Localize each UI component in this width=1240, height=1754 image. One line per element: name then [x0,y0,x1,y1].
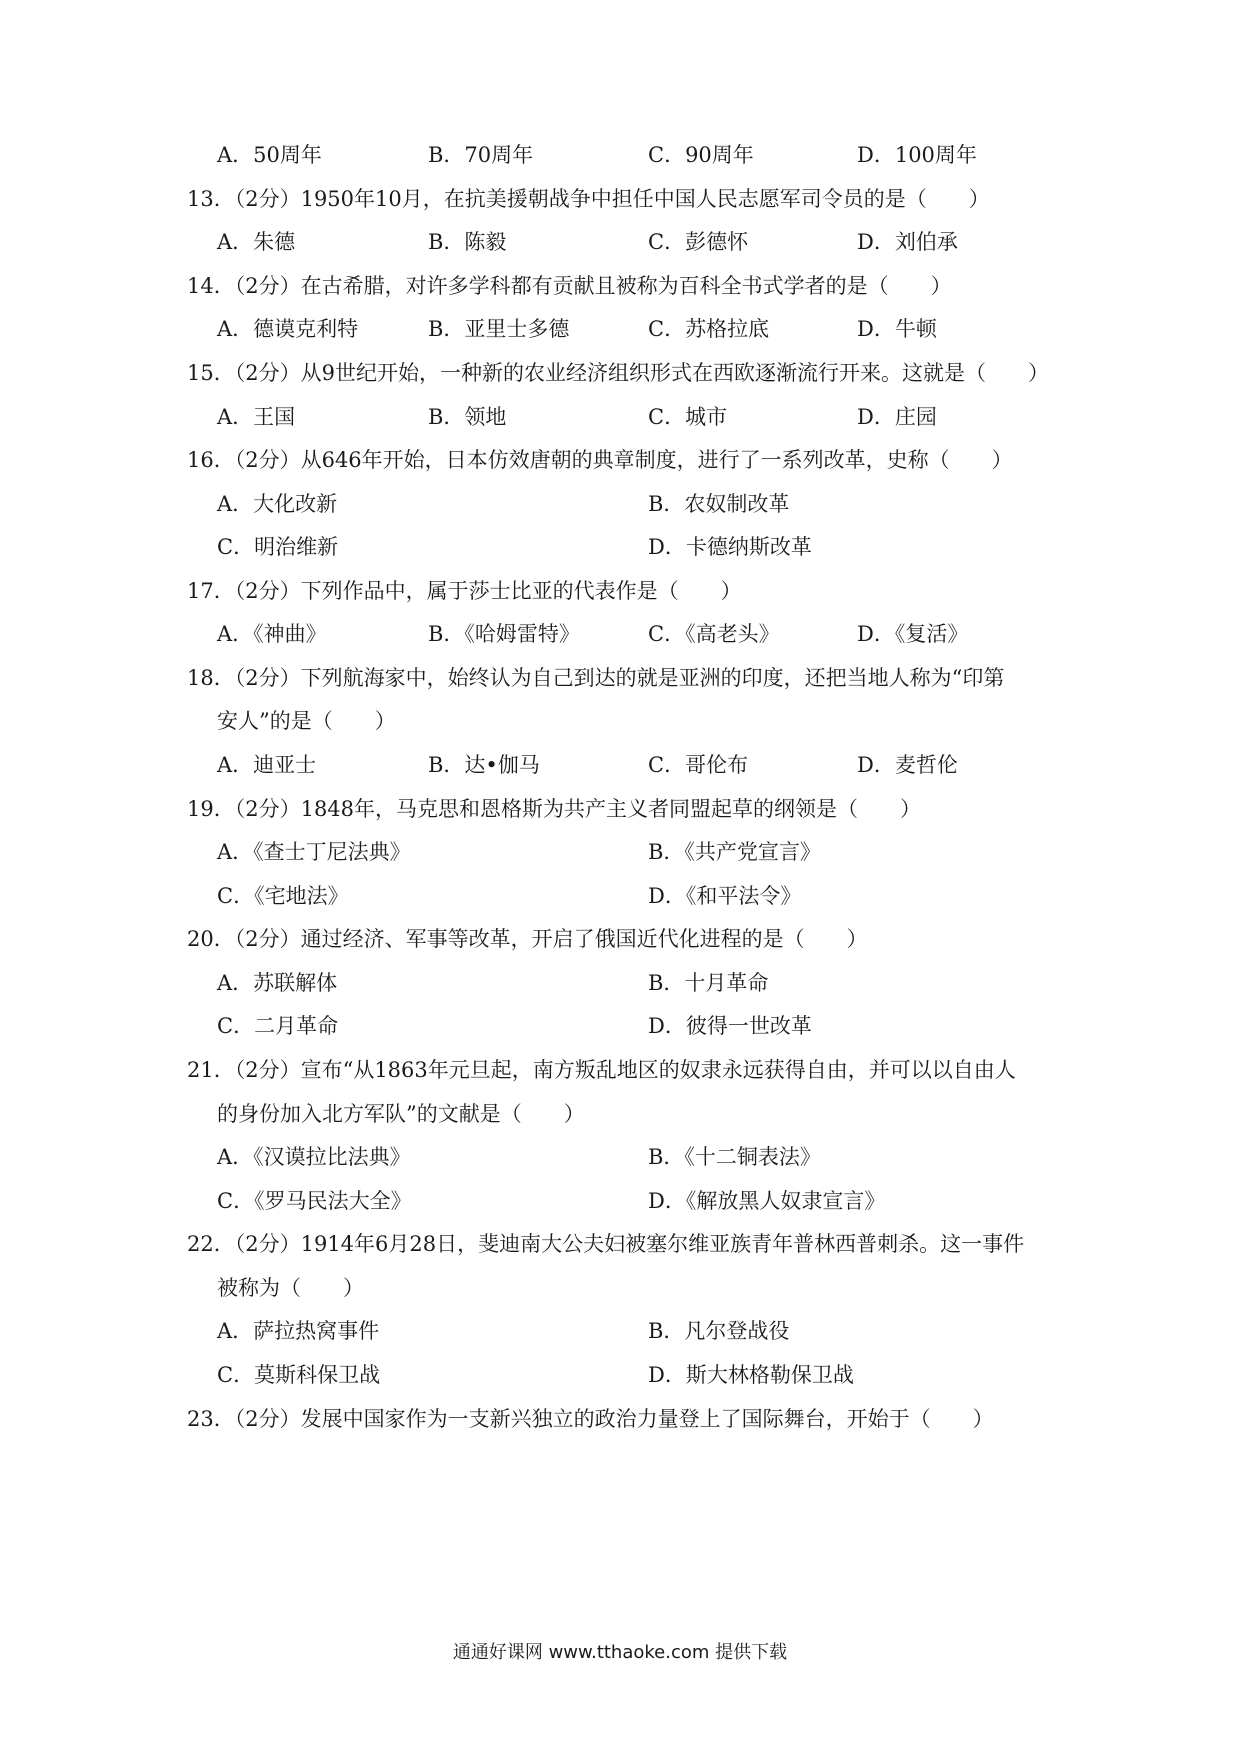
q21-stem-line1 [0,1050,1240,1090]
q15-option-b: B．领地 [428,405,507,429]
q15-option-d: D．庄园 [857,405,937,429]
q15-options [0,397,1240,437]
q21-stem-line2 [0,1094,1240,1134]
q21-options-row1 [0,1137,1240,1177]
q13-option-d: D．刘伯承 [857,230,958,254]
q19-stem-line [0,789,1240,829]
q21-option-c: C．《罗马民法大全》 [217,1189,412,1213]
q16-option-c: C．明治维新 [217,535,339,559]
q17-option-a: A．《神曲》 [217,622,327,646]
q21-options-row2 [0,1181,1240,1221]
q12-option-d: D．100周年 [857,143,977,167]
q12-option-c: C．90周年 [648,143,754,167]
q19-stem: 19．（2分）1848年，马克思和恩格斯为共产主义者同盟起草的纲领是（ ） [187,797,922,821]
q23-stem: 23．（2分）发展中国家作为一支新兴独立的政治力量登上了国际舞台，开始于（ ） [187,1407,994,1431]
q13-option-a: A．朱德 [217,230,296,254]
q16-stem: 16．（2分）从646年开始，日本仿效唐朝的典章制度，进行了一系列改革，史称（ ） [187,448,1013,472]
q12-option-a: A．50周年 [217,143,322,167]
q21-stem-part2: 的身份加入北方军队”的文献是（ ） [217,1102,585,1126]
q15-stem: 15．（2分）从9世纪开始，一种新的农业经济组织形式在西欧逐渐流行开来。这就是（ ） [187,361,1049,385]
q17-options [0,614,1240,654]
q22-stem-line2 [0,1268,1240,1308]
q23-stem-line [0,1399,1240,1439]
q21-option-b: B．《十二铜表法》 [648,1145,821,1169]
q16-option-b: B．农奴制改革 [648,492,790,516]
q18-option-c: C．哥伦布 [648,753,749,777]
q16-option-a: A．大化改新 [217,492,338,516]
q18-options [0,745,1240,785]
q20-option-c: C．二月革命 [217,1014,339,1038]
q18-stem-line2 [0,701,1240,741]
q16-option-d: D．卡德纳斯改革 [648,535,812,559]
q16-stem-line [0,440,1240,480]
q18-option-a: A．迪亚士 [217,753,317,777]
q13-option-c: C．彭德怀 [648,230,749,254]
q18-stem-line1 [0,658,1240,698]
q19-options-row2 [0,876,1240,916]
q13-options [0,222,1240,262]
q18-option-b: B．达•伽马 [428,753,540,777]
q17-stem: 17．（2分）下列作品中，属于莎士比亚的代表作是（ ） [187,579,742,603]
q21-option-a: A．《汉谟拉比法典》 [217,1145,411,1169]
q19-options-row1 [0,832,1240,872]
q20-option-b: B．十月革命 [648,971,769,995]
q22-option-c: C．莫斯科保卫战 [217,1363,381,1387]
q17-option-b: B．《哈姆雷特》 [428,622,580,646]
q22-option-b: B．凡尔登战役 [648,1319,790,1343]
q14-option-c: C．苏格拉底 [648,317,770,341]
q14-option-d: D．牛顿 [857,317,937,341]
q20-options-row2 [0,1006,1240,1046]
q19-option-d: D．《和平法令》 [648,884,802,908]
q12-option-b: B．70周年 [428,143,534,167]
q18-option-d: D．麦哲伦 [857,753,958,777]
q13-stem: 13．（2分）1950年10月，在抗美援朝战争中担任中国人民志愿军司令员的是（ ） [187,187,990,211]
q19-option-c: C．《宅地法》 [217,884,349,908]
q20-stem: 20．（2分）通过经济、军事等改革，开启了俄国近代化进程的是（ ） [187,927,868,951]
q22-option-a: A．萨拉热窝事件 [217,1319,380,1343]
q22-options-row2 [0,1355,1240,1395]
q22-options-row1 [0,1311,1240,1351]
q20-option-a: A．苏联解体 [217,971,338,995]
q14-option-a: A．德谟克利特 [217,317,359,341]
q14-options [0,309,1240,349]
page-footer: 通通好课网 www.tthaoke.com 提供下载 [452,1642,788,1663]
q17-option-d: D．《复活》 [857,622,969,646]
q15-option-c: C．城市 [648,405,728,429]
q19-option-a: A．《查士丁尼法典》 [217,840,411,864]
q14-stem-line [0,266,1240,306]
q22-stem-part2: 被称为（ ） [217,1276,364,1300]
q16-options-row2 [0,527,1240,567]
q13-stem-line [0,179,1240,219]
q21-stem-part1: 21．（2分）宣布“从1863年元旦起，南方叛乱地区的奴隶永远获得自由，并可以以自由人 [187,1058,1016,1082]
q22-stem-part1: 22．（2分）1914年6月28日，斐迪南大公夫妇被塞尔维亚族青年普林西普刺杀。这一事件 [187,1232,1025,1256]
q15-stem-line [0,353,1240,393]
q22-stem-line1 [0,1224,1240,1264]
q18-stem-part1: 18．（2分）下列航海家中，始终认为自己到达的就是亚洲的印度，还把当地人称为“印第 [187,666,1005,690]
q14-option-b: B．亚里士多德 [428,317,570,341]
q13-option-b: B．陈毅 [428,230,507,254]
q15-option-a: A．王国 [217,405,296,429]
q18-stem-part2: 安人”的是（ ） [217,709,396,733]
q12-options [0,135,1240,175]
q17-option-c: C．《高老头》 [648,622,780,646]
q22-option-d: D．斯大林格勒保卫战 [648,1363,854,1387]
q20-options-row1 [0,963,1240,1003]
q21-option-d: D．《解放黑人奴隶宣言》 [648,1189,886,1213]
q20-stem-line [0,919,1240,959]
q14-stem: 14．（2分）在古希腊，对许多学科都有贡献且被称为百科全书式学者的是（ ） [187,274,952,298]
q17-stem-line [0,571,1240,611]
q16-options-row1 [0,484,1240,524]
q19-option-b: B．《共产党宣言》 [648,840,821,864]
q20-option-d: D．彼得一世改革 [648,1014,812,1038]
